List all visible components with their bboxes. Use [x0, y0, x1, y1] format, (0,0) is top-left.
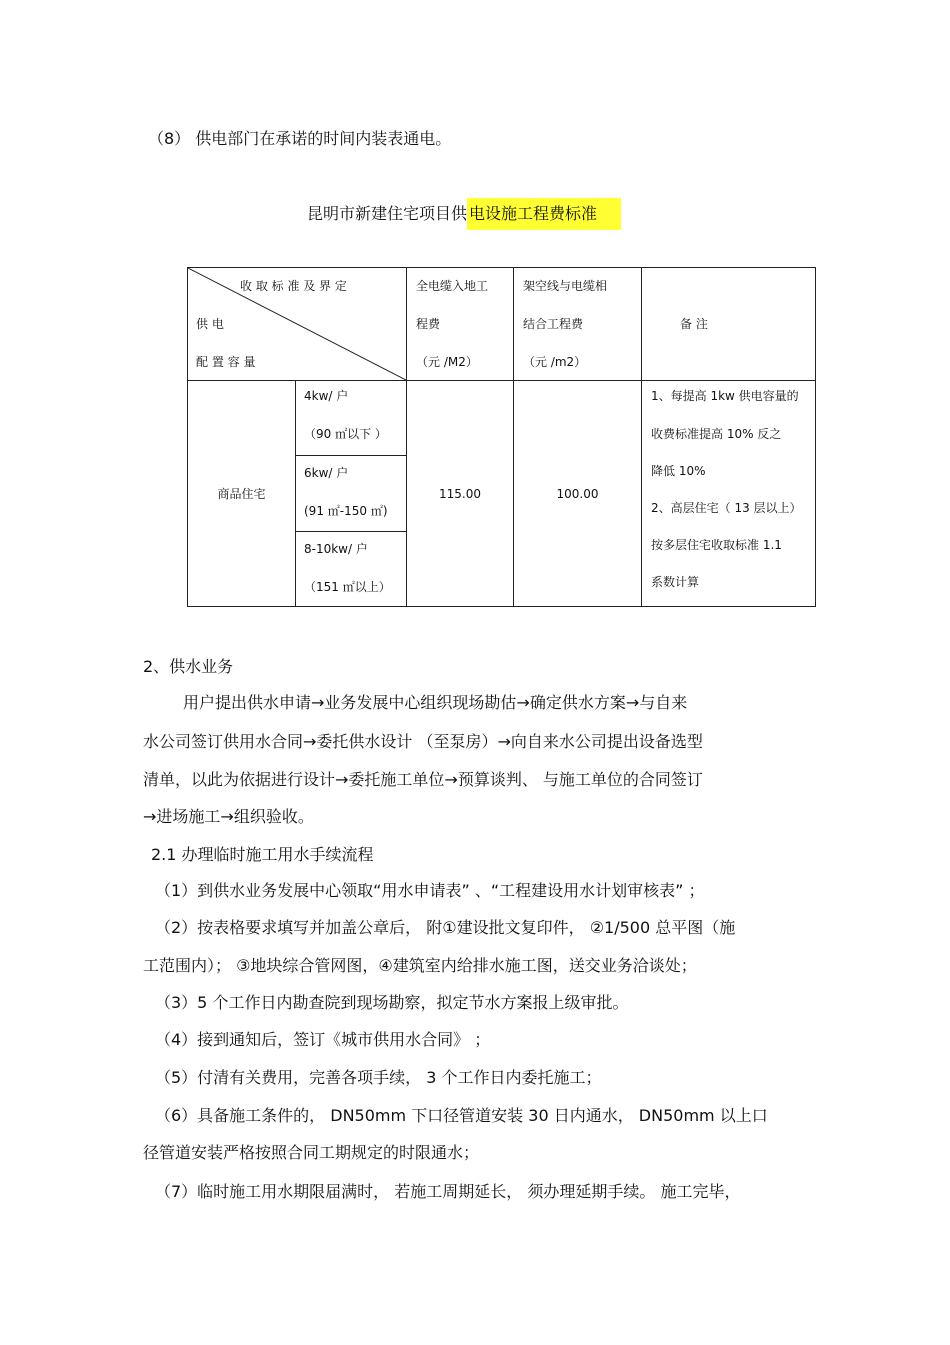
header-remarks	[642, 268, 816, 381]
header-remarks-label: 备 注	[680, 317, 708, 331]
note-line-6: 系数计算	[651, 575, 700, 589]
capacity-2-line1: 6kw/ 户	[304, 466, 349, 480]
row-label: 商品住宅	[217, 487, 266, 501]
note-line-3: 降低 10%	[651, 464, 706, 478]
table-title-part1: 昆明市新建住宅项目供	[307, 204, 468, 223]
table-row-capacity-1	[188, 381, 816, 456]
fee-cable-value: 115.00	[439, 486, 481, 501]
header-overhead-line3: （元 /m2）	[523, 355, 587, 369]
header-diag-mid: 供 电	[196, 317, 224, 331]
header-diag-bottom: 配 置 容 量	[196, 355, 256, 369]
note-line-5: 按多层住宅收取标准 1.1	[651, 538, 782, 552]
para-line-4: →进场施工→组织验收。	[143, 807, 314, 826]
notes-cell	[642, 381, 816, 607]
step-4: （4）接到通知后，签订《城市供用水合同》 ；	[155, 1030, 491, 1049]
fee-overhead-cell	[514, 381, 642, 607]
table-title-highlight: 电设施工程费标准	[467, 198, 621, 230]
step-2: （2）按表格要求填写并加盖公章后， 附①建设批文复印件， ②1/500 总平图（施	[155, 918, 736, 937]
fee-standard-table	[187, 267, 816, 607]
capacity-3-line1: 8-10kw/ 户	[304, 542, 368, 556]
subsection-2-1: 2.1 办理临时施工用水手续流程	[151, 845, 374, 864]
header-overhead-line2: 结合工程费	[523, 317, 584, 331]
header-diag-top: 收 取 标 准 及 界 定	[240, 279, 347, 293]
capacity-cell-2	[296, 456, 407, 532]
header-overhead-fee	[514, 268, 642, 381]
step-6-cont: 径管道安装严格按照合同工期规定的时限通水；	[143, 1143, 480, 1162]
step-7: （7）临时施工用水期限届满时， 若施工周期延长， 须办理延期手续。 施工完毕，	[155, 1182, 741, 1201]
capacity-2-line2: (91 ㎡-150 ㎡)	[304, 504, 388, 518]
step-1: （1）到供水业务发展中心领取“用水申请表” 、“工程建设用水计划审核表” ；	[155, 881, 705, 900]
note-line-2: 收费标准提高 10% 反之	[651, 427, 782, 441]
section-2-title: 2、供水业务	[143, 657, 234, 676]
table-title	[307, 198, 621, 230]
item-8: （8） 供电部门在承诺的时间内装表通电。	[148, 129, 452, 148]
header-cable-fee	[407, 268, 514, 381]
header-cable-line3: （元 /M2）	[416, 355, 478, 369]
header-cable-line1: 全电缆入地工	[416, 279, 489, 293]
para-line-2: 水公司签订供用水合同→委托供水设计 （至泵房）→向自来水公司提出设备选型	[143, 732, 703, 751]
diagonal-header-cell	[188, 268, 407, 381]
note-line-4: 2、高层住宅（ 13 层以上）	[651, 501, 802, 515]
header-overhead-line1: 架空线与电缆相	[523, 279, 608, 293]
para-line-3: 清单，以此为依据进行设计→委托施工单位→预算谈判、 与施工单位的合同签订	[143, 770, 703, 789]
para-line-1: 用户提出供水申请→业务发展中心组织现场勘估→确定供水方案→与自来	[183, 693, 688, 712]
fee-overhead-value: 100.00	[556, 486, 599, 501]
fee-cable-cell	[407, 381, 514, 607]
header-cable-line2: 程费	[416, 317, 441, 331]
table-header-row	[188, 268, 816, 381]
step-6: （6）具备施工条件的， DN50mm 下口径管道安装 30 日内通水， DN50mm 以上口	[155, 1106, 768, 1125]
step-5: （5）付清有关费用，完善各项手续， 3 个工作日内委托施工；	[155, 1068, 602, 1087]
note-line-1: 1、每提高 1kw 供电容量的	[651, 389, 799, 403]
capacity-cell-3	[296, 532, 407, 607]
step-3: （3）5 个工作日内勘查院到现场勘察，拟定节水方案报上级审批。	[155, 993, 629, 1012]
step-2-cont: 工范围内）； ③地块综合管网图，④建筑室内给排水施工图，送交业务洽谈处；	[143, 956, 697, 975]
capacity-cell-1	[296, 381, 407, 456]
capacity-1-line2: （90 ㎡以下 ）	[304, 427, 387, 441]
capacity-3-line2: （151 ㎡以上）	[304, 580, 391, 594]
capacity-1-line1: 4kw/ 户	[304, 389, 349, 403]
row-label-cell	[188, 381, 296, 607]
